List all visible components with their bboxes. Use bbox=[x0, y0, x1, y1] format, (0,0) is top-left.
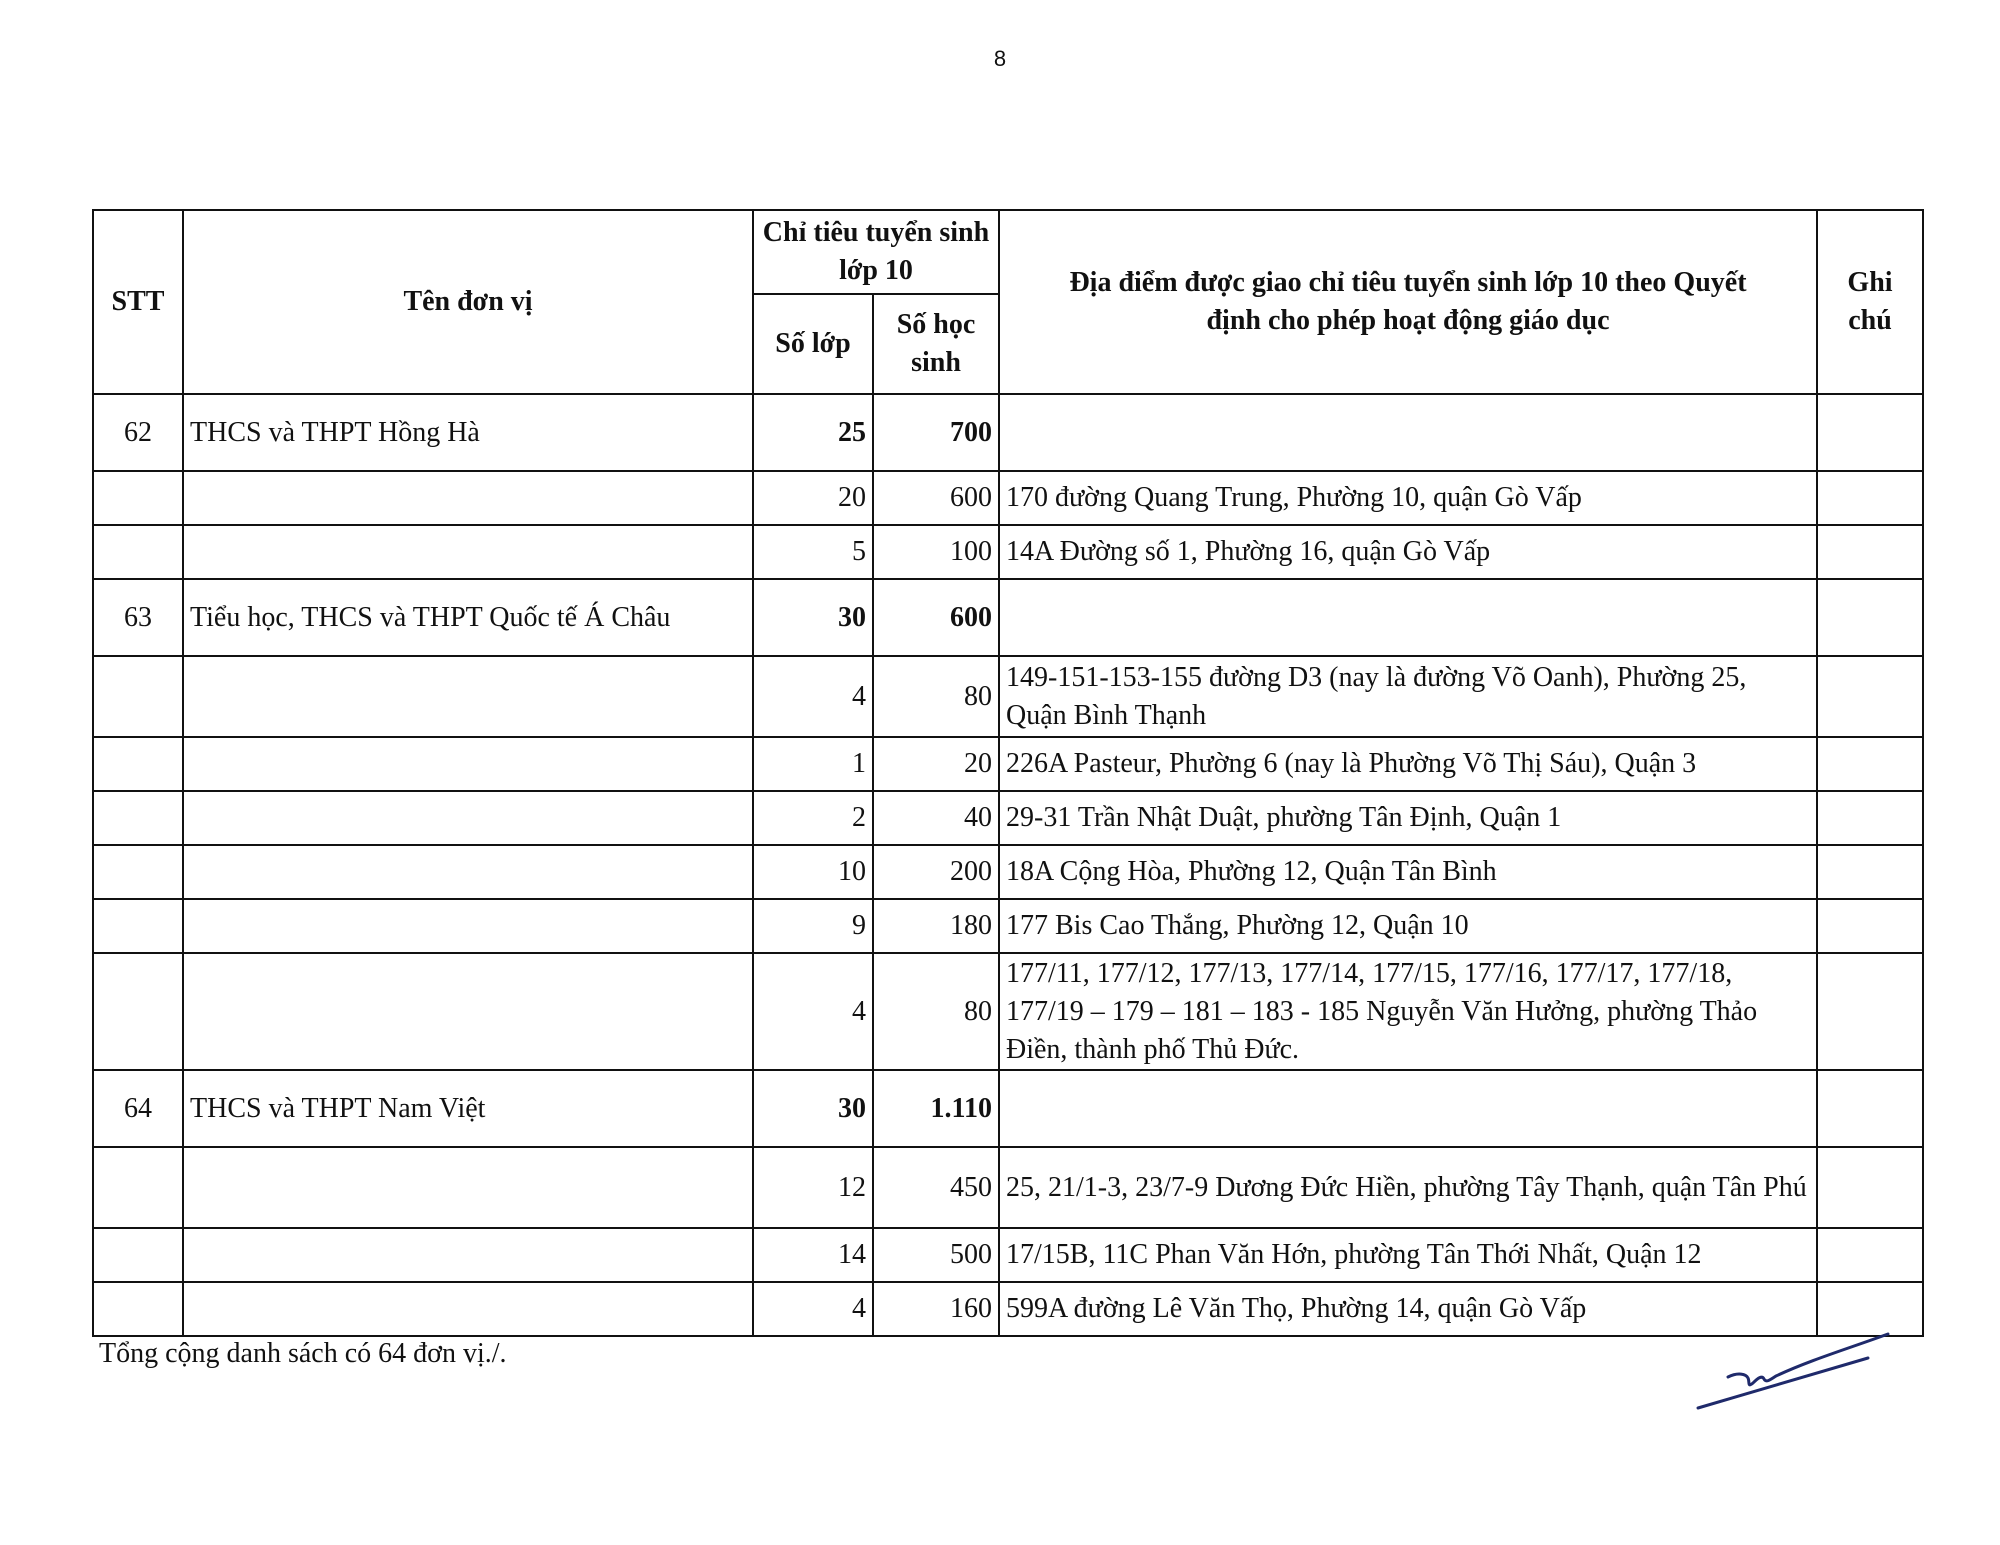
row-classes: 9 bbox=[753, 899, 873, 953]
table-row bbox=[93, 1070, 1923, 1147]
row-students: 80 bbox=[873, 953, 999, 1070]
table-body bbox=[93, 394, 1923, 1336]
row-note bbox=[1817, 471, 1923, 525]
row-stt bbox=[93, 1228, 183, 1282]
table-row bbox=[93, 737, 1923, 791]
row-unit-name bbox=[183, 791, 753, 845]
row-address: 177 Bis Cao Thắng, Phường 12, Quận 10 bbox=[999, 899, 1817, 953]
row-unit-name: Tiểu học, THCS và THPT Quốc tế Á Châu bbox=[183, 579, 753, 656]
row-address bbox=[999, 579, 1817, 656]
row-address: 25, 21/1-3, 23/7-9 Dương Đức Hiền, phường Tây Thạnh, quận Tân Phú bbox=[999, 1147, 1817, 1228]
row-unit-name bbox=[183, 899, 753, 953]
row-address: 149-151-153-155 đường D3 (nay là đường Võ Oanh), Phường 25, Quận Bình Thạnh bbox=[999, 656, 1817, 737]
table-row bbox=[93, 394, 1923, 471]
row-address: 226A Pasteur, Phường 6 (nay là Phường Võ Thị Sáu), Quận 3 bbox=[999, 737, 1817, 791]
row-stt bbox=[93, 737, 183, 791]
row-students: 450 bbox=[873, 1147, 999, 1228]
row-classes: 4 bbox=[753, 953, 873, 1070]
row-unit-name bbox=[183, 656, 753, 737]
table-row bbox=[93, 1147, 1923, 1228]
row-students: 700 bbox=[873, 394, 999, 471]
header-location: Địa điểm được giao chỉ tiêu tuyển sinh lớp 10 theo Quyết định cho phép hoạt động giáo dục bbox=[999, 210, 1817, 394]
row-classes: 4 bbox=[753, 1282, 873, 1336]
row-stt: 63 bbox=[93, 579, 183, 656]
table-row bbox=[93, 791, 1923, 845]
row-stt bbox=[93, 656, 183, 737]
row-unit-name bbox=[183, 953, 753, 1070]
row-address bbox=[999, 394, 1817, 471]
row-unit-name: THCS và THPT Nam Việt bbox=[183, 1070, 753, 1147]
row-stt bbox=[93, 899, 183, 953]
header-classes: Số lớp bbox=[753, 294, 873, 394]
row-unit-name bbox=[183, 1282, 753, 1336]
header-note: Ghi chú bbox=[1817, 210, 1923, 394]
table-row bbox=[93, 579, 1923, 656]
row-note bbox=[1817, 1147, 1923, 1228]
row-classes: 20 bbox=[753, 471, 873, 525]
row-stt: 62 bbox=[93, 394, 183, 471]
row-address: 18A Cộng Hòa, Phường 12, Quận Tân Bình bbox=[999, 845, 1817, 899]
header-quota-group: Chỉ tiêu tuyển sinh lớp 10 bbox=[753, 210, 999, 294]
signature-mark bbox=[1690, 1330, 1890, 1410]
header-unit-name: Tên đơn vị bbox=[183, 210, 753, 394]
row-note bbox=[1817, 953, 1923, 1070]
row-unit-name bbox=[183, 525, 753, 579]
row-students: 600 bbox=[873, 579, 999, 656]
row-unit-name bbox=[183, 845, 753, 899]
table-row bbox=[93, 845, 1923, 899]
row-classes: 30 bbox=[753, 579, 873, 656]
row-classes: 2 bbox=[753, 791, 873, 845]
row-classes: 10 bbox=[753, 845, 873, 899]
row-note bbox=[1817, 1228, 1923, 1282]
table-row bbox=[93, 656, 1923, 737]
row-address bbox=[999, 1070, 1817, 1147]
row-unit-name: THCS và THPT Hồng Hà bbox=[183, 394, 753, 471]
row-students: 200 bbox=[873, 845, 999, 899]
row-address: 170 đường Quang Trung, Phường 10, quận Gò Vấp bbox=[999, 471, 1817, 525]
row-students: 40 bbox=[873, 791, 999, 845]
table-row bbox=[93, 899, 1923, 953]
row-stt bbox=[93, 845, 183, 899]
page-number: 8 bbox=[993, 46, 1007, 71]
row-classes: 14 bbox=[753, 1228, 873, 1282]
table-row bbox=[93, 471, 1923, 525]
row-students: 100 bbox=[873, 525, 999, 579]
row-address: 599A đường Lê Văn Thọ, Phường 14, quận Gò Vấp bbox=[999, 1282, 1817, 1336]
row-unit-name bbox=[183, 737, 753, 791]
table-row bbox=[93, 1228, 1923, 1282]
header-stt: STT bbox=[93, 210, 183, 394]
row-stt bbox=[93, 1282, 183, 1336]
row-students: 600 bbox=[873, 471, 999, 525]
row-stt bbox=[93, 953, 183, 1070]
row-note bbox=[1817, 525, 1923, 579]
row-stt bbox=[93, 1147, 183, 1228]
row-students: 160 bbox=[873, 1282, 999, 1336]
row-note bbox=[1817, 579, 1923, 656]
row-classes: 4 bbox=[753, 656, 873, 737]
row-students: 1.110 bbox=[873, 1070, 999, 1147]
row-note bbox=[1817, 845, 1923, 899]
row-students: 20 bbox=[873, 737, 999, 791]
row-note bbox=[1817, 737, 1923, 791]
row-students: 80 bbox=[873, 656, 999, 737]
row-note bbox=[1817, 899, 1923, 953]
row-stt: 64 bbox=[93, 1070, 183, 1147]
row-classes: 12 bbox=[753, 1147, 873, 1228]
row-unit-name bbox=[183, 1147, 753, 1228]
row-note bbox=[1817, 1282, 1923, 1336]
table-row bbox=[93, 525, 1923, 579]
row-classes: 30 bbox=[753, 1070, 873, 1147]
row-stt bbox=[93, 525, 183, 579]
row-note bbox=[1817, 791, 1923, 845]
row-unit-name bbox=[183, 1228, 753, 1282]
row-students: 500 bbox=[873, 1228, 999, 1282]
row-note bbox=[1817, 1070, 1923, 1147]
row-note bbox=[1817, 656, 1923, 737]
row-note bbox=[1817, 394, 1923, 471]
row-address: 14A Đường số 1, Phường 16, quận Gò Vấp bbox=[999, 525, 1817, 579]
row-classes: 5 bbox=[753, 525, 873, 579]
row-classes: 25 bbox=[753, 394, 873, 471]
row-unit-name bbox=[183, 471, 753, 525]
footer-note: Tổng cộng danh sách có 64 đơn vị./. bbox=[99, 1338, 507, 1369]
row-address: 29-31 Trần Nhật Duật, phường Tân Định, Quận 1 bbox=[999, 791, 1817, 845]
row-address: 177/11, 177/12, 177/13, 177/14, 177/15, 177/16, 177/17, 177/18, 177/19 – 179 – 181 – 183 - 185 Nguyễn Văn Hưởng, phường Thảo Điền, thành phố Thủ Đức. bbox=[999, 953, 1817, 1070]
row-address: 17/15B, 11C Phan Văn Hớn, phường Tân Thới Nhất, Quận 12 bbox=[999, 1228, 1817, 1282]
table-row bbox=[93, 953, 1923, 1070]
row-stt bbox=[93, 471, 183, 525]
table-row bbox=[93, 1282, 1923, 1336]
row-stt bbox=[93, 791, 183, 845]
row-classes: 1 bbox=[753, 737, 873, 791]
header-students: Số học sinh bbox=[873, 294, 999, 394]
row-students: 180 bbox=[873, 899, 999, 953]
admission-quota-table bbox=[92, 209, 1924, 1337]
